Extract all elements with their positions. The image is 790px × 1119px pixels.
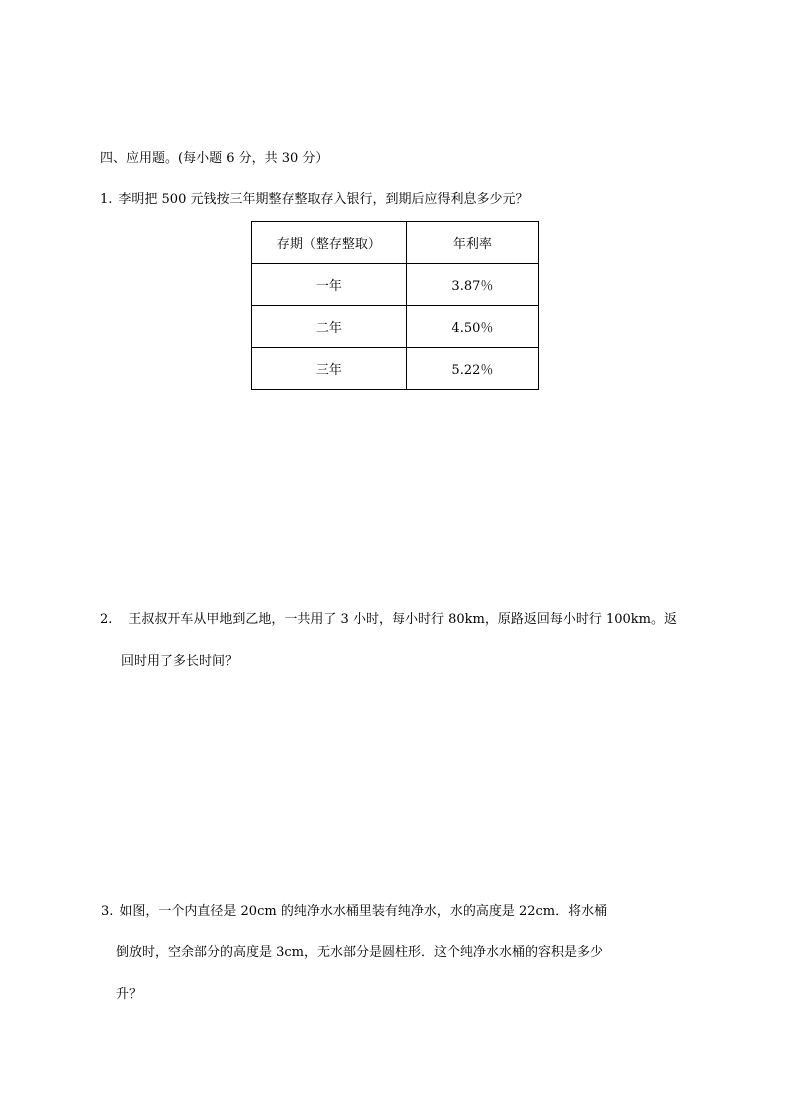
interest-rate-table: [251, 221, 539, 390]
table-row: [252, 306, 539, 348]
question-3-line-2: 倒放时，空余部分的高度是 3cm，无水部分是圆柱形．这个纯净水水桶的容积是多少: [116, 945, 604, 960]
table-header-term: 存期（整存整取）: [252, 222, 407, 264]
table-row: [252, 348, 539, 390]
table-cell-rate: 3.87％: [406, 264, 538, 306]
question-1-number: 1.: [100, 192, 113, 207]
question-3-line-3: 升？: [116, 987, 143, 1002]
table-cell-term: 二年: [252, 306, 407, 348]
question-2-number: 2.: [100, 612, 113, 627]
question-1: [100, 192, 528, 208]
table-header-row: [252, 222, 539, 264]
question-3: [101, 904, 607, 920]
table-header-rate: 年利率: [406, 222, 538, 264]
question-3-line-1: 如图，一个内直径是 20cm 的纯净水水桶里装有纯净水，水的高度是 22cm．将水桶: [119, 904, 608, 919]
question-3-number: 3.: [101, 904, 114, 919]
table-cell-rate: 4.50％: [406, 306, 538, 348]
section-title: 四、应用题。(每小题 6 分，共 30 分）: [100, 151, 329, 166]
question-2-line-2: 回时用了多长时间？: [121, 654, 239, 669]
table-row: [252, 264, 539, 306]
table-cell-rate: 5.22％: [406, 348, 538, 390]
question-2-line-1: 王叔叔开车从甲地到乙地，一共用了 3 小时，每小时行 80km，原路返回每小时行 100km。返: [128, 612, 677, 627]
table-cell-term: 三年: [252, 348, 407, 390]
question-1-text: 李明把 500 元钱按三年期整存整取存入银行，到期后应得利息多少元？: [118, 192, 529, 207]
table-cell-term: 一年: [252, 264, 407, 306]
question-2: [100, 612, 677, 628]
